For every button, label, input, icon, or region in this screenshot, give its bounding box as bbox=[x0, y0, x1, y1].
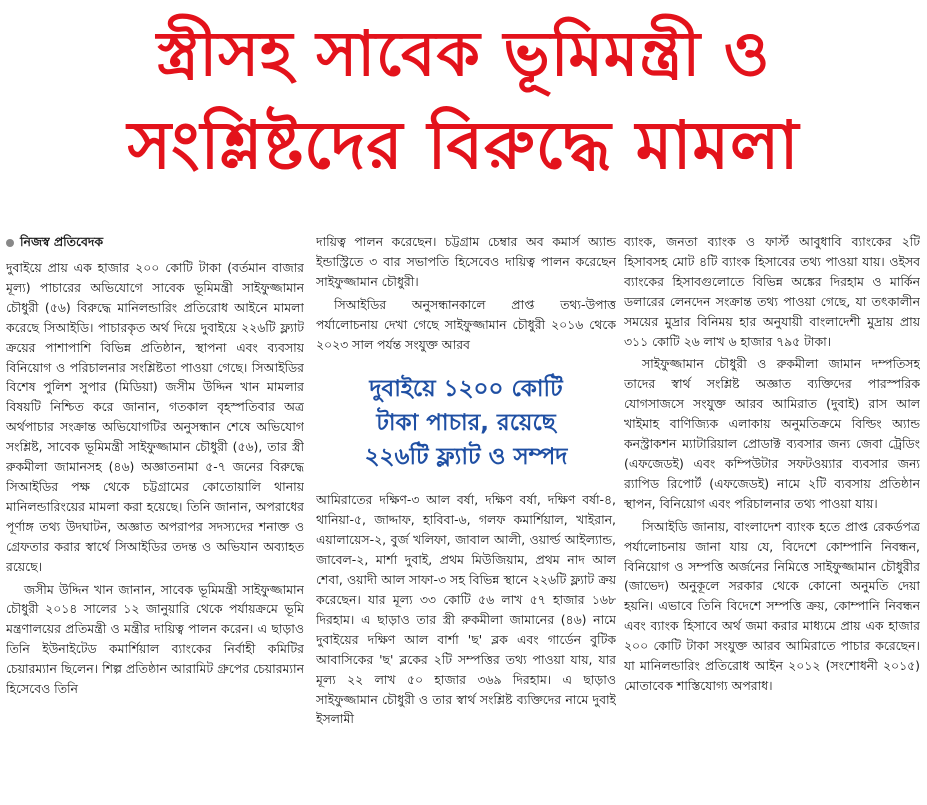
paragraph: আমিরাতের দক্ষিণ-৩ আল বর্ষা, দক্ষিণ বর্ষা, দক্ষিণ বর্ষা-৪, থানিয়া-৫, জাদ্দাফ, হাবিবা-৬, গলফ কমার্শিয়াল, খাইরান, এয়ালায়েস-২, বুর্জ খলিফা, জাবাল আলী, ওয়ার্ল্ড আইল্যান্ড, জাবেল-২, মার্শা দুবাই, প্রথম মিউজিয়াম, প্রথম নাদ আল শেবা, ওয়াদী আল সাফা-৩ সহ বিভিন্ন স্থানে ২২৬টি ফ্ল্যাট ক্রয় করেছেন। যার মূল্য ৩৩ কোটি ৫৬ লাখ ৫৭ হাজার ১৬৮ দিরহাম। এ ছাড়াও তার স্ত্রী রুকমীলা জামানের (৪৬) নামে দুবাইয়ের দক্ষিণ আল বার্শা 'ছ' ব্লক এবং গার্ডেন বুটিক আবাসিকের 'ছ' ব্লকের ২টি সম্পত্তির তথ্য পাওয়া যায়, যার মূল্য ২২ লাখ ৫০ হাজার ৩৬৯ দিরহাম। এ ছাড়াও সাইফুজ্জামান চৌধুরী ও তার স্বার্থ সংশ্লিষ্ট ব্যক্তিদের নামে দুবাই ইসলামী bbox=[316, 492, 616, 727]
byline bbox=[6, 232, 304, 252]
paragraph: দুবাইয়ে প্রায় এক হাজার ২০০ কোটি টাকা (বর্তমান বাজার মূল্য) পাচারের অভিযোগে সাবেক ভূমিমন্ত্রী সাইফুজ্জামান চৌধুরী (৫৬) বিরুদ্ধে মানিলন্ডারিং প্রতিরোধ আইনে মামলা করেছে সিআইডি। পাচারকৃত অর্থ দিয়ে দুবাইয়ে ২২৬টি ফ্ল্যাট ক্রয়ের পাশাপাশি বিভিন্ন প্রতিষ্ঠান, স্থাপনা এবং ব্যবসায় বিনিয়োগ ও পরিচালনার সংশ্লিষ্টতা পাওয়া গেছে। সিআইডির বিশেষ পুলিশ সুপার (মিডিয়া) জসীম উদ্দিন খান মামলার বিষয়টি নিশ্চিত করে জানান, গতকাল বৃহস্পতিবার অত্র অর্থপাচার সংক্রান্ত অভিযোগটির অনুসন্ধান শেষে অভিযোগ সংশ্লিষ্ট, সাবেক ভূমিমন্ত্রী সাইফুজ্জামান চৌধুরী (৫৬), তার স্ত্রী রুকমীলা জামানসহ (৪৬) অজ্ঞাতনামা ৫-৭ জনের বিরুদ্ধে সিআইডির পক্ষ থেকে চট্টগ্রামের কোতোয়ালি থানায় মানিলন্ডারিংয়ের মামলা করা হয়েছে। তিনি জানান, অপরাধের পূর্ণাঙ্গ তথ্য উদঘাটন, অজ্ঞাত অপরাপর সদস্যদের শনাক্ত ও গ্রেফতার করার স্বার্থে সিআইডির তদন্ত ও অভিযান অব্যাহত রয়েছে। bbox=[6, 260, 304, 574]
headline-line-1: স্ত্রীসহ সাবেক ভূমিমন্ত্রী ও bbox=[156, 17, 771, 90]
paragraph: ব্যাংক, জনতা ব্যাংক ও ফার্স্ট আবুধাবি ব্যাংকের ২টি হিসাবসহ মোট ৪টি ব্যাংক হিসাবের তথ্য পাওয়া যায়। ওইসব ব্যাংকের হিসাবগুলোতে বিভিন্ন অঙ্কের দিরহাম ও মার্কিন ডলারের লেনদেন সংক্রান্ত তথ্য পাওয়া গেছে, যা তৎকালীন সময়ের মুদ্রার বিনিময় হার অনুযায়ী বাংলাদেশী মুদ্রায় প্রায় ৩১১ কোটি ২৬ লাখ ৬ হাজার ৭৯৫ টাকা। bbox=[624, 234, 920, 349]
article-column-2 bbox=[316, 232, 616, 802]
article-column-3 bbox=[624, 232, 920, 802]
paragraph: সিআইডি জানায়, বাংলাদেশ ব্যাংক হতে প্রাপ্ত রেকর্ডপত্র পর্যালোচনায় জানা যায় যে, বিদেশে কোম্পানি নিবন্ধন, বিনিয়োগ ও সম্পত্তি অর্জনের নিমিত্তে সাইফুজ্জামান চৌধুরীর (জাভেদ) অনুকূলে সরকার থেকে কোনো অনুমতি দেয়া হয়নি। এভাবে তিনি বিদেশে সম্পত্তি ক্রয়, কোম্পানি নিবন্ধন এবং ব্যাংক হিসাবে অর্থ জমা করার মাধ্যমে প্রায় এক হাজার ২০০ কোটি টাকা সংযুক্ত আরব আমিরাতে পাচার করেছেন। যা মানিলন্ডারিং প্রতিরোধ আইন ২০১২ (সংশোধনী ২০১৫) মোতাবেক শাস্তিযোগ্য অপরাধ। bbox=[624, 518, 920, 693]
article-column-1 bbox=[6, 232, 304, 802]
pull-quote-line-1: দুবাইয়ে ১২০০ কোটি bbox=[369, 376, 563, 403]
paragraph: সিআইডির অনুসন্ধানকালে প্রাপ্ত তথ্য-উপাত্ত পর্যালোচনায় দেখা গেছে সাইফুজ্জামান চৌধুরী ২০১৬ থেকে ২০২৩ সাল পর্যন্ত সংযুক্ত আরব bbox=[316, 296, 616, 352]
headline-line-2: সংশ্লিষ্টদের বিরুদ্ধে মামলা bbox=[127, 107, 800, 184]
byline-text: নিজস্ব প্রতিবেদক bbox=[20, 234, 104, 249]
headline bbox=[0, 8, 927, 192]
bullet-icon bbox=[6, 239, 14, 247]
pull-quote bbox=[316, 372, 616, 474]
pull-quote-line-3: ২২৬টি ফ্ল্যাট ও সম্পদ bbox=[364, 444, 568, 471]
paragraph: দায়িত্ব পালন করেছেন। চট্টগ্রাম চেম্বার অব কমার্স অ্যান্ড ইন্ডাস্ট্রিতে ৩ বার সভাপতি হিসেবেও দায়িত্ব পালন করেছেন সাইফুজ্জামান চৌধুরী। bbox=[316, 234, 616, 289]
paragraph: সাইফুজ্জামান চৌধুরী ও রুকমীলা জামান দম্পতিসহ তাদের স্বার্থ সংশ্লিষ্ট অজ্ঞাত ব্যক্তিদের পারস্পরিক যোগসাজসে সংযুক্ত আরব আমিরাত (দুবাই) রাস আল খাইমাহ বাণিজ্যিক এলাকায় অনুমতিক্রমে বিল্ডিং অ্যান্ড কনস্ট্রাকশন ম্যাটারিয়াল প্রোডাক্ট ব্যবসার জন্য জেবা ট্রেডিং (এফজেডই) এবং কম্পিউটার সফটওয়্যার ব্যবসার জন্য র‍্যাপিড রিপোর্ট (এফজেডই) নামে ২টি ব্যবসায় প্রতিষ্ঠান স্থাপন, বিনিয়োগ এবং পরিচালনার তথ্য পাওয়া যায়। bbox=[624, 356, 920, 511]
pull-quote-line-2: টাকা পাচার, রয়েছে bbox=[376, 410, 556, 437]
paragraph: জসীম উদ্দিন খান জানান, সাবেক ভূমিমন্ত্রী সাইফুজ্জামান চৌধুরী ২০১৪ সালের ১২ জানুয়ারি থেকে পর্যায়ক্রমে ভূমি মন্ত্রণালয়ের প্রতিমন্ত্রী ও মন্ত্রীর দায়িত্ব পালন করেন। এ ছাড়াও তিনি ইউনাইটেড কমার্শিয়াল ব্যাংকের নির্বাহী কমিটির চেয়ারম্যান ছিলেন। শিল্প প্রতিষ্ঠান আরামিট গ্রুপের চেয়ারম্যান হিসেবেও তিনি bbox=[6, 581, 304, 697]
